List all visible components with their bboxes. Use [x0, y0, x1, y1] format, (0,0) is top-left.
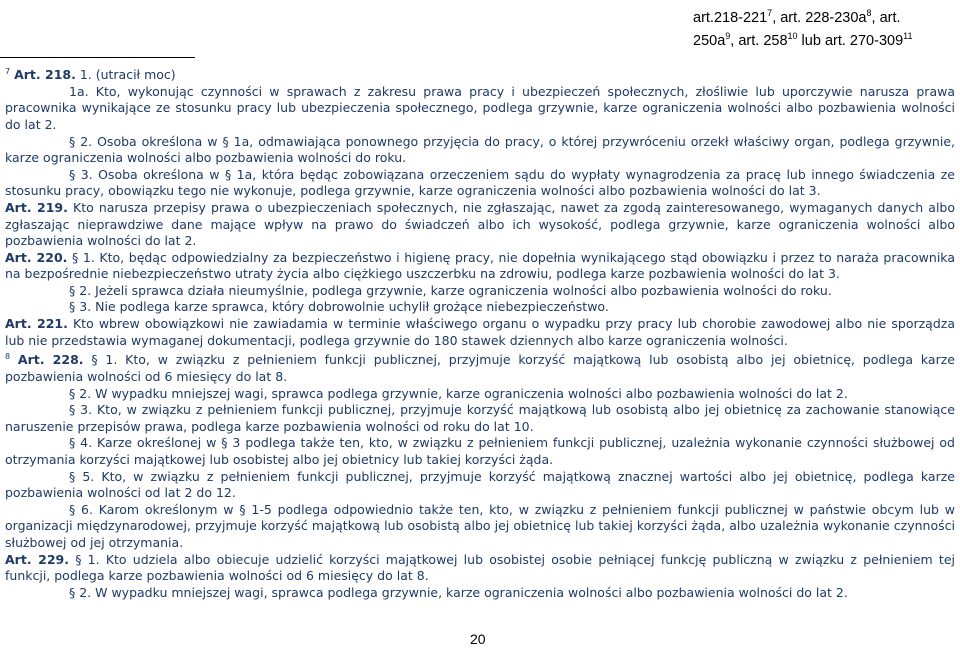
paragraph-text: § 1. Kto udziela albo obiecuje udzielić korzyści majątkowej lub osobistej osobie pełniącej funkcję publiczną w związku z pełnieniem tej funkcji, podlega karze pozbawienia wolności od 6 miesięcy do lat 8. [5, 551, 955, 584]
article-number: Art. 220. [5, 249, 68, 265]
header-part6: lub art. 270-309 [797, 32, 904, 49]
page-number: 20 [470, 631, 486, 647]
paragraph [5, 316, 955, 349]
header-part4: 250a [693, 32, 726, 49]
article-number: Art. 219. [5, 199, 68, 215]
paragraph-text: § 6. Karom określonym w § 1-5 podlega odpowiednio także ten, kto, w związku z pełnieniem funkcji publicznej w państwie obcym lub w organizacji międzynarodowej, przyjmuje korzyść majątkową lub osobistą albo jej obietnicę lub takiej korzyści żąda, albo uzależnia wykonanie czynności służbowej od jej otrzymania. [5, 501, 955, 550]
paragraph [5, 167, 955, 200]
paragraph [5, 299, 955, 316]
paragraph [5, 435, 955, 468]
article-number: Art. 221. [5, 316, 68, 332]
paragraph-text: § 2. Jeżeli sprawca działa nieumyślnie, podlega grzywnie, karze ograniczenia wolności albo pozbawienia wolności do roku. [69, 282, 832, 298]
paragraph [5, 502, 955, 552]
footnote-divider [0, 57, 195, 58]
header-sup6: 11 [903, 30, 913, 41]
footnote-line [5, 64, 955, 84]
paragraph-text: 1a. Kto, wykonując czynności w sprawach z zakresu prawa pracy i ubezpieczeń społecznych, złośliwie lub uporczywie narusza prawa pracownika wynikające ze stosunku pracy lub ubezpieczenia społecznego, podlega grzywnie, karze ograniczenia wolności albo pozbawienia wolności do lat 2. [5, 83, 955, 132]
paragraph [5, 552, 955, 585]
header-sup4: 9 [725, 30, 731, 41]
article-number: Art. 228. [17, 352, 84, 368]
header-sup2: 8 [866, 8, 872, 18]
document-body [5, 64, 955, 601]
header-part3: , art. [871, 9, 901, 26]
paragraph [5, 469, 955, 502]
paragraph [5, 585, 955, 602]
footnote-ref: 8 [5, 352, 11, 362]
paragraph [5, 200, 955, 250]
paragraph-text: § 2. W wypadku mniejszej wagi, sprawca podlega grzywnie, karze ograniczenia wolności albo pozbawienia wolności do lat 2. [69, 584, 848, 600]
paragraph-text: § 2. Osoba określona w § 1a, odmawiająca ponownego przyjęcia do pracy, o której przywróceniu orzekł właściwy organ, podlega grzywnie, karze ograniczenia wolności albo pozbawienia wolności do roku. [5, 133, 955, 166]
header-article-references [693, 4, 955, 50]
paragraph-text: § 4. Karze określonej w § 3 podlega także ten, kto, w związku z pełnieniem funkcji publicznej, uzależnia wykonanie czynności służbowej od otrzymania korzyści majątkowej lub osobistej albo jej obietnicy lub takiej korzyści żąda. [5, 435, 955, 467]
header-sup1: 7 [767, 8, 773, 18]
paragraph [5, 349, 955, 385]
footnote-article: Art. 218. [14, 67, 76, 83]
paragraph [5, 402, 955, 435]
paragraph-text: § 3. Kto, w związku z pełnieniem funkcji publicznej, przyjmuje korzyść majątkową lub osobistą albo jej obietnicę za zachowanie stanowiące naruszenie przepisów prawa, podlega karze pozbawienia wolności od roku do lat 10. [5, 402, 955, 434]
paragraph-text: § 5. Kto, w związku z pełnieniem funkcji publicznej, przyjmuje korzyść majątkową znacznej wartości albo jej obietnicę, podlega karze pozbawienia wolności od lat 2 do 12. [5, 468, 955, 501]
paragraph-list [5, 84, 955, 602]
paragraph-text: § 1. Kto, będąc odpowiedzialny za bezpieczeństwo i higienę pracy, nie dopełnia wynikającego stąd obowiązku i przez to naraża pracownika na bezpośrednie niebezpieczeństwo utraty życia albo ciężkiego uszczerbku na zdrowiu, podlega karze pozbawienia wolności do lat 3. [5, 249, 955, 282]
header-sup5: 10 [787, 30, 798, 41]
paragraph-text: § 3. Nie podlega karze sprawca, który dobrowolnie uchylił grożące niebezpieczeństwo. [69, 299, 609, 315]
paragraph-text: Kto wbrew obowiązkowi nie zawiadamia w terminie właściwego organu o wypadku przy pracy lub chorobie zawodowej albo nie sporządza lub nie przedstawia wymaganej dokumentacji, podlega grzywnie do 180 stawek dziennych albo karze ograniczenia wolności. [5, 316, 955, 348]
paragraph [5, 134, 955, 167]
footnote-marker: 7 [5, 67, 11, 76]
paragraph-text: § 3. Osoba określona w § 1a, która będąc zobowiązana orzeczeniem sądu do wypłaty wynagrodzenia za pracę lub innego świadczenia ze stosunku pracy, obowiązku tego nie wykonuje, podlega grzywnie, karze ograniczenia wolności albo pozbawienia wolności do lat 3. [5, 166, 955, 199]
paragraph [5, 84, 955, 134]
header-part2: , art. 228-230a [772, 9, 867, 26]
paragraph [5, 283, 955, 300]
footnote-text: 1. (utracił moc) [75, 67, 176, 83]
paragraph-text: § 2. W wypadku mniejszej wagi, sprawca podlega grzywnie, karze ograniczenia wolności albo pozbawienia wolności do lat 2. [69, 385, 848, 401]
paragraph-text: Kto narusza przepisy prawa o ubezpieczeniach społecznych, nie zgłaszając, nawet za zgodą zainteresowanego, wymaganych danych albo zgłaszając nieprawdziwe dane mające wpływ na prawo do świadczeń albo ich wysokość, podlega grzywnie, karze ograniczenia wolności albo pozbawienia wolności do lat 2. [5, 199, 955, 249]
paragraph-text: § 1. Kto, w związku z pełnieniem funkcji publicznej, przyjmuje korzyść majątkową lub osobistą albo jej obietnicę, podlega karze pozbawienia wolności od 6 miesięcy do lat 8. [5, 352, 955, 384]
header-part5: , art. 258 [730, 32, 788, 49]
paragraph [5, 250, 955, 283]
article-number: Art. 229. [5, 551, 69, 567]
paragraph [5, 386, 955, 403]
header-part1: art.218-221 [693, 9, 768, 26]
